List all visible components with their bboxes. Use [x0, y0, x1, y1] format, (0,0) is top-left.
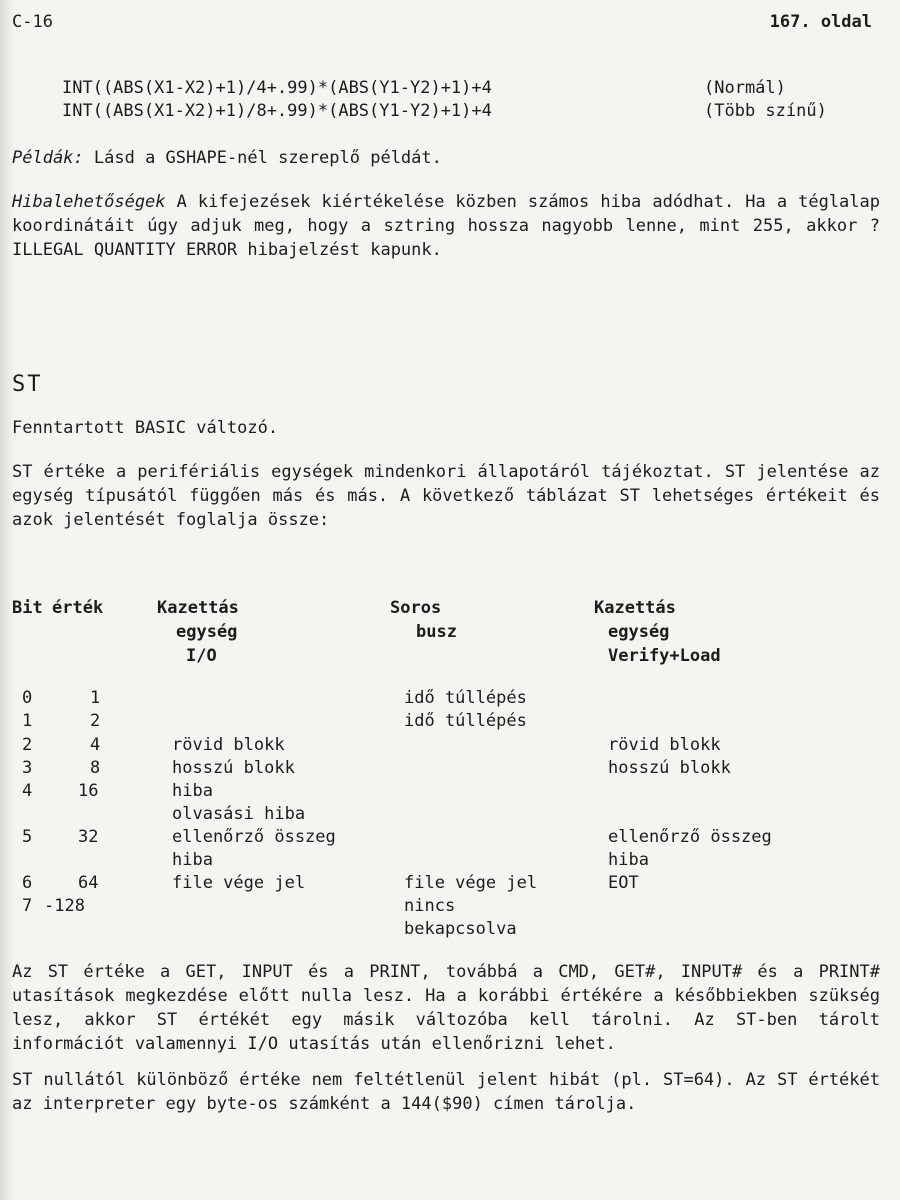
row1-bit: 1: [22, 711, 33, 731]
formula-normal-mode: (Normál): [704, 78, 786, 98]
section-intro: [12, 460, 880, 532]
row7-value: -128: [44, 896, 85, 916]
th-cassette-vl-2: egység: [608, 622, 670, 642]
row3-bit: 3: [22, 758, 33, 778]
th-cassette-io-1: Kazettás: [157, 598, 239, 618]
paragraph-reset-note: [12, 960, 880, 1056]
th-value: érték: [52, 598, 104, 618]
errors-paragraph: [12, 190, 880, 262]
row4-value: 16: [78, 781, 99, 801]
formula-normal: INT((ABS(X1-X2)+1)/4+.99)*(ABS(Y1-Y2)+1)+4: [62, 78, 492, 98]
row6-value: 64: [78, 873, 99, 893]
row5-value: 32: [78, 827, 99, 847]
section-title: ST: [12, 372, 43, 397]
row7b-serial: bekapcsolva: [404, 919, 517, 939]
th-serial-2: busz: [416, 622, 457, 642]
row4-bit: 4: [22, 781, 33, 801]
row5b-cassette: hiba: [172, 850, 213, 870]
row7-serial: nincs: [404, 896, 456, 916]
th-serial-1: Soros: [390, 598, 442, 618]
row5-bit: 5: [22, 827, 33, 847]
examples-text: Lásd a GSHAPE-nél szereplő példát.: [83, 148, 442, 168]
row5-verify-load: ellenőrző összeg: [608, 827, 772, 847]
paragraph-reset-note-text: Az ST értéke a GET, INPUT és a PRINT, továbbá a CMD, GET#, INPUT# és a PRINT# utasítások megkezdése előtt nulla lesz. Ha a korábbi értékére a későbbiekben szükség lesz, akkor ST értékét egy másik változóba kell tárolni. Az ST-ben tárolt információt valamennyi I/O utasítás után ellenőrizni lehet.: [12, 962, 880, 1054]
th-cassette-vl-3: Verify+Load: [608, 646, 721, 666]
formula-multicolor: INT((ABS(X1-X2)+1)/8+.99)*(ABS(Y1-Y2)+1)+4: [62, 101, 492, 121]
paragraph-final-note-text: ST nullától különböző értéke nem feltétlenül jelent hibát (pl. ST=64). Az ST értékét az interpreter egy byte-os számként a 144($90) címen tárolja.: [12, 1070, 880, 1114]
section-subtitle: Fenntartott BASIC változó.: [12, 418, 279, 438]
th-cassette-io-3: I/O: [186, 646, 217, 666]
row6-verify-load: EOT: [608, 873, 639, 893]
errors-text: A kifejezések kiértékelése közben számos hiba adódhat. Ha a téglalap koordinátáit úgy adjuk meg, hogy a sztring hossza nagyobb lenne, mint 255, akkor ?ILLEGAL QUANTITY ERROR hibajelzést kapunk.: [12, 192, 880, 260]
th-cassette-vl-1: Kazettás: [594, 598, 676, 618]
examples-line: [12, 148, 442, 168]
th-bit: Bit: [12, 598, 43, 618]
row7-bit: 7: [22, 896, 33, 916]
page-code: C-16: [12, 12, 53, 32]
row0-value: 1: [90, 688, 101, 708]
section-intro-text: ST értéke a perifériális egységek mindenkori állapotáról tájékoztat. ST jelentése az egység típusától függően más és más. A következő táblázat ST lehetséges értékeit és azok jelentését foglalja össze:: [12, 462, 880, 530]
row1-value: 2: [90, 711, 101, 731]
row4b-cassette: olvasási hiba: [172, 804, 306, 824]
row2-bit: 2: [22, 735, 33, 755]
th-cassette-io-2: egység: [176, 622, 238, 642]
row6-cassette: file vége jel: [172, 873, 306, 893]
row0-bit: 0: [22, 688, 33, 708]
row3-cassette: hosszú blokk: [172, 758, 295, 778]
row5b-verify-load: hiba: [608, 850, 649, 870]
row3-value: 8: [90, 758, 101, 778]
examples-label: Példák:: [12, 148, 84, 168]
row4-cassette: hiba: [172, 781, 213, 801]
row2-verify-load: rövid blokk: [608, 735, 721, 755]
row2-value: 4: [90, 735, 101, 755]
formula-multicolor-mode: (Több színű): [704, 101, 827, 121]
errors-label: Hibalehetőségek: [12, 192, 166, 212]
row2-cassette: rövid blokk: [172, 735, 285, 755]
row6-bit: 6: [22, 873, 33, 893]
row3-verify-load: hosszú blokk: [608, 758, 731, 778]
row6-serial: file vége jel: [404, 873, 538, 893]
paragraph-final-note: [12, 1068, 880, 1116]
row1-serial: idő túllépés: [404, 711, 527, 731]
page-number: 167. oldal: [769, 12, 872, 32]
row5-cassette: ellenőrző összeg: [172, 827, 336, 847]
row0-serial: idő túllépés: [404, 688, 527, 708]
